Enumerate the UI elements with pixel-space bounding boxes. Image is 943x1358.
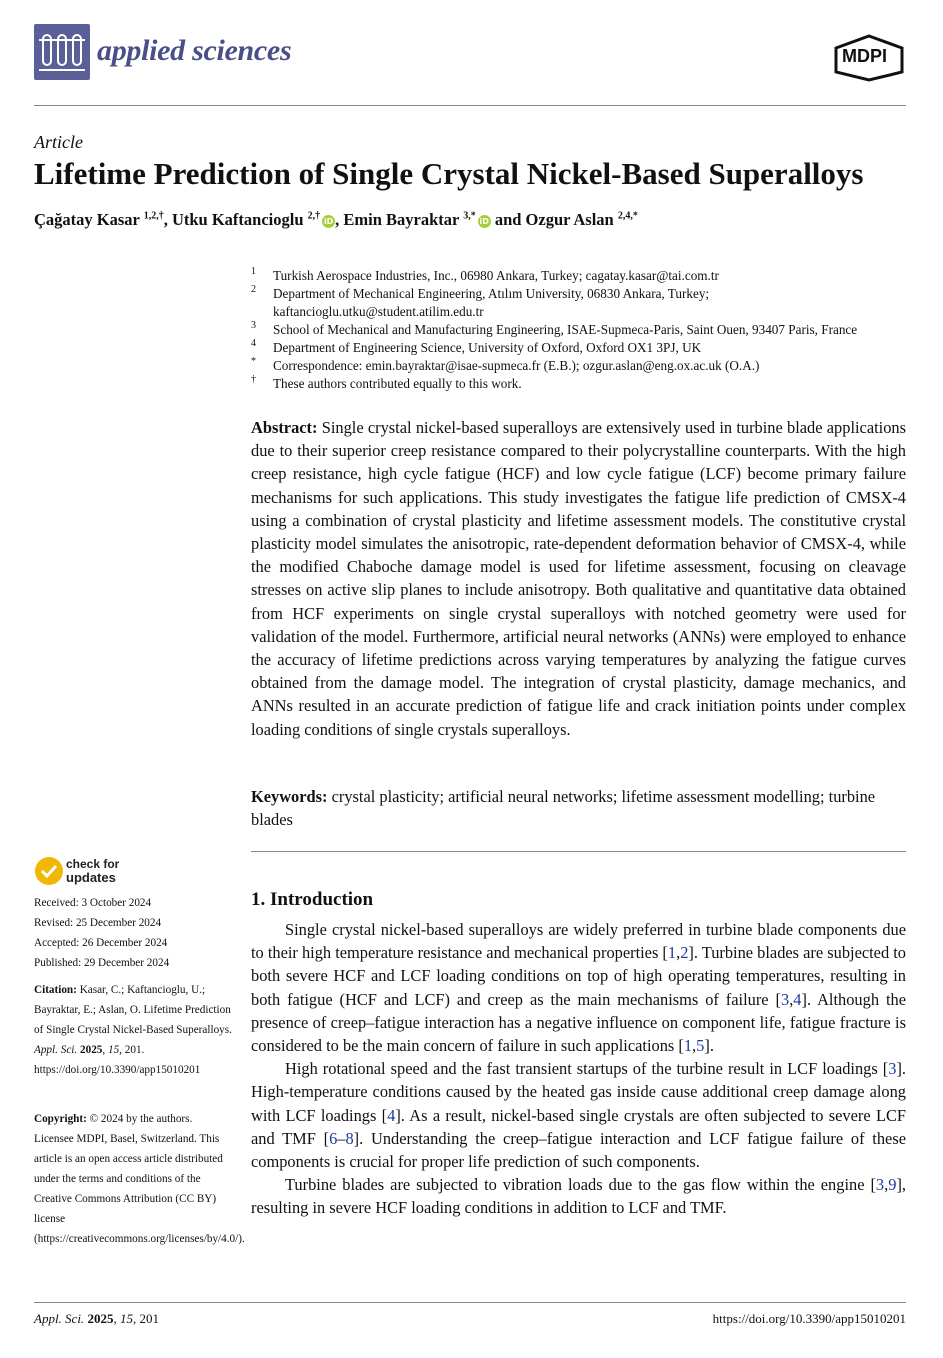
- orcid-icon[interactable]: iD: [323, 217, 334, 226]
- journal-name[interactable]: applied sciences: [97, 34, 292, 67]
- test-tubes-icon: [34, 24, 90, 80]
- citation-link[interactable]: 2: [680, 943, 689, 963]
- header-divider: [34, 105, 906, 106]
- citation-link[interactable]: 9: [888, 1175, 897, 1195]
- affiliation-mark: 3: [251, 320, 256, 331]
- accepted-date: Accepted: 26 December 2024: [34, 937, 168, 949]
- article-type: Article: [34, 132, 83, 152]
- orcid-icon[interactable]: iD: [479, 217, 489, 226]
- affiliation-mark: 4: [251, 338, 256, 349]
- footer-divider: [34, 1302, 906, 1303]
- publisher-logo[interactable]: [832, 34, 906, 87]
- author-list: Çağatay Kasar $^{1,2,\dagger}$, Utku Kaftancioglu $^{2,\dagger}$ iD , Emin Bayraktar $^{3,*}$ iD and Ozgur Aslan $^{2,4,*}$: [34, 210, 638, 229]
- abstract-label: Abstract:: [251, 418, 318, 437]
- affiliation-text: kaftancioglu.utku@student.atilim.edu.tr: [273, 304, 484, 319]
- copyright-label: Copyright:: [34, 1113, 87, 1125]
- author-name[interactable]: Emin Bayraktar: [343, 210, 460, 229]
- section-heading: 1. Introduction: [251, 889, 374, 910]
- citation-link[interactable]: 5: [696, 1036, 705, 1056]
- abstract: [251, 416, 906, 741]
- citation-link[interactable]: 3: [875, 1175, 885, 1195]
- publication-dates: [34, 893, 234, 973]
- author-affiliation-marks: 3,*: [463, 210, 476, 222]
- citation-link[interactable]: 8: [345, 1128, 354, 1148]
- affiliation-text: School of Mechanical and Manufacturing Engineering, ISAE-Supmeca-Paris, Saint Ouen, 93407 Paris, France: [273, 322, 858, 337]
- citation-link[interactable]: 4: [793, 989, 802, 1009]
- paragraph: High rotational speed and the fast transient startups of the turbine result in LCF loadings [3]. High-temperature conditions caused by the heated gas inside cause additional creep damage along with LCF loadings [4]. As a result, nickel-based single crystals are often subjected to severe LCF and TMF [6–8]. Understanding the creep–fatigue interaction and LCF fatigue failure of these components is crucial for proper life prediction of such components.: [251, 1059, 907, 1172]
- citation-label: Citation:: [34, 984, 77, 996]
- published-date: Published: 29 December 2024: [34, 957, 170, 969]
- copyright-text: © 2024 by the authors. Licensee MDPI, Basel, Switzerland. This article is an open access article distributed under the terms and conditions of the Creative Commons Attribution (CC BY) license (https://creativecommons.org/licenses/by/4.0/).: [34, 1113, 245, 1245]
- footer-citation: Appl. Sci. 2025, 15, 201: [34, 1311, 159, 1326]
- equal-contribution-note: These authors contributed equally to this work.: [273, 376, 522, 391]
- citation-link[interactable]: 1: [667, 943, 677, 963]
- check-for-updates-badge[interactable]: [34, 856, 64, 891]
- affiliation-mark: †: [251, 374, 256, 385]
- affiliation-mark: 2: [251, 284, 256, 295]
- author-affiliation-marks: 2,4,*: [617, 210, 638, 222]
- paragraph: Turbine blades are subjected to vibration loads due to the gas flow within the engine [3,9], resulting in severe HCF loading conditions in addition to LCF and TMF.: [251, 1175, 906, 1218]
- affiliation-text: Department of Mechanical Engineering, Atılım University, 06830 Ankara, Turkey;: [273, 286, 710, 301]
- check-for-updates-text[interactable]: check for updates: [66, 857, 120, 885]
- check-updates-icon: [34, 856, 64, 886]
- citation-link[interactable]: 3: [888, 1059, 897, 1079]
- paragraph: Single crystal nickel-based superalloys are widely preferred in turbine blade components due to their high temperature resistance and mechanical properties [1,2]. Turbine blades are subjected to both severe HCF and LCF loading conditions on top of high operating temperatures, resulting in both fatigue (HCF and LCF) and creep as the main mechanisms of failure [3,4]. Although the presence of creep–fatigue interaction has a negative influence on component life, fatigue fracture is considered to be the main concern of failure in such applications [1,5].: [251, 920, 906, 1056]
- citation-link[interactable]: 1: [683, 1036, 693, 1056]
- citation-doi[interactable]: , 201. https://doi.org/10.3390/app15010201: [34, 1044, 201, 1076]
- author-name[interactable]: Utku Kaftancioglu: [171, 210, 304, 229]
- copyright-block: [34, 1109, 245, 1249]
- author-affiliation-marks: 1,2,†: [143, 210, 164, 222]
- author-name[interactable]: Ozgur Aslan: [525, 210, 614, 229]
- citation-link[interactable]: 4: [387, 1105, 396, 1125]
- correspondence-text: Correspondence: emin.bayraktar@isae-supmeca.fr (E.B.); ozgur.aslan@eng.ox.ac.uk (O.A.): [273, 358, 760, 373]
- citation-link[interactable]: 6: [329, 1128, 338, 1148]
- received-date: Received: 3 October 2024: [34, 897, 152, 909]
- keywords: [251, 785, 906, 831]
- abstract-text: Single crystal nickel-based superalloys are extensively used in turbine blade applications due to their superior creep resistance compared to their polycrystalline counterparts. With the high creep resistance, high cycle fatigue (HCF) and low cycle fatigue (LCF) become primary failure mechanisms for such applications. This study investigates the fatigue life prediction of CMSX-4 using a combination of crystal plasticity and lifetime assessment models. The constitutive crystal plasticity model simulates the anisotropic, rate-dependent deformation behavior of CMSX-4, while the modified Chaboche damage model is used for lifetime assessment, focusing on cleavage stresses on active slip planes to include anisotropy. Both qualitative and quantitative data obtained from HCF experiments on single crystal superalloys with notched geometry were used for validation of the model. Furthermore, artificial neural networks (ANNs) were employed to enhance the accuracy of lifetime predictions across varying temperatures by analyzing the fatigue curves obtained from the damage model. The integration of crystal plasticity, damage mechanics, and ANNs resulted in an accurate prediction of fatigue life and crack initiation points under complex loading conditions of single crystals superalloys.: [251, 418, 906, 739]
- affiliation-mark: *: [251, 356, 256, 367]
- author-name[interactable]: Çağatay Kasar: [34, 210, 140, 229]
- revised-date: Revised: 25 December 2024: [34, 917, 162, 929]
- section-divider: [251, 851, 906, 852]
- affiliation-text: Turkish Aerospace Industries, Inc., 06980 Ankara, Turkey; cagatay.kasar@tai.com.tr: [273, 268, 719, 283]
- citation-block: Citation: Kasar, C.; Kaftancioglu, U.; Bayraktar, E.; Aslan, O. Lifetime Prediction of Single Crystal Nickel-Based Superalloys. Appl. Sci. 2025, 15, 201. https://doi.org/10.3390/app15010201: [34, 984, 232, 1076]
- page-title: Lifetime Prediction of Single Crystal Nickel-Based Superalloys: [34, 156, 864, 191]
- publisher-name: MDPI: [842, 46, 887, 66]
- keywords-label: Keywords:: [251, 787, 328, 806]
- affiliation-mark: 1: [251, 266, 256, 277]
- keywords-text: crystal plasticity; artificial neural networks; lifetime assessment modelling; turbine blades: [251, 787, 876, 830]
- journal-logo[interactable]: [34, 24, 90, 80]
- introduction-body: [251, 918, 906, 1220]
- citation-link[interactable]: 3: [780, 989, 790, 1009]
- affiliation-text: Department of Engineering Science, University of Oxford, Oxford OX1 3PJ, UK: [273, 340, 702, 355]
- footer-doi-link[interactable]: https://doi.org/10.3390/app15010201: [712, 1311, 906, 1326]
- author-affiliation-marks: 2,†: [307, 210, 321, 222]
